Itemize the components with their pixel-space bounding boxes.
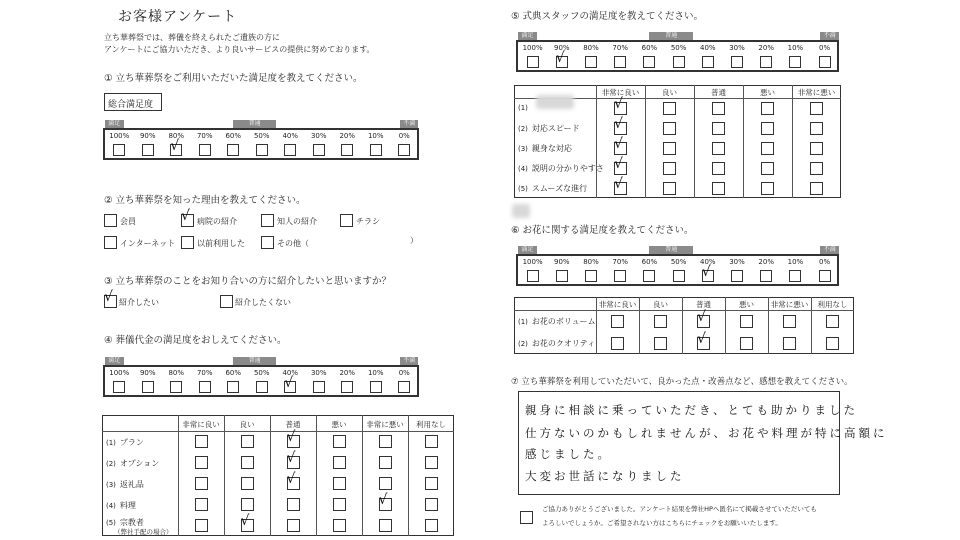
percent-checkbox[interactable] [370,144,382,156]
row-label-text: 返礼品 [119,479,144,489]
rating-checkbox[interactable] [286,429,300,448]
grid-header: 非常に良い [182,419,220,429]
row-label-text: お花のクオリティ [531,339,596,348]
grid-col-line [270,415,271,536]
rating-checkbox[interactable] [761,162,774,175]
percent-checkbox[interactable] [555,50,568,68]
rating-checkbox[interactable] [425,519,438,532]
row-label-text: 親身な対応 [531,144,572,153]
grid-header: 非常に良い [598,300,637,309]
row-number: (1) [518,104,528,112]
percent-label: 40% [282,132,299,140]
row-label-text: オプション [119,458,160,468]
check-mark: √ [614,115,623,132]
percent-label: 60% [225,369,242,377]
rating-checkbox[interactable] [286,450,300,469]
comment-line-4: 大変お世話になりました [525,469,685,483]
check-mark: √ [104,289,113,305]
q7-comment-box[interactable] [518,391,888,495]
scale-normal-label: 普通 [649,246,693,254]
rating-checkbox[interactable] [195,456,208,469]
rating-checkbox[interactable] [614,155,627,175]
row-number: (1) [518,318,528,326]
rating-checkbox[interactable] [654,337,667,350]
check-mark: √ [614,95,623,112]
grid-header: 非常に悪い [366,419,404,429]
percent-checkbox[interactable] [760,270,772,282]
percent-checkbox[interactable] [113,144,125,156]
percent-label: 0% [398,132,410,140]
percent-checkbox[interactable] [673,56,685,68]
q2-option-checkbox[interactable] [181,236,194,249]
row-number: (2) [518,340,528,348]
rating-checkbox[interactable] [783,315,796,328]
percent-checkbox[interactable] [398,381,410,393]
grid-row-label [518,143,572,154]
consent-checkbox[interactable] [520,511,533,524]
page-title: お客様アンケート [118,9,238,25]
grid-row-label [106,458,159,469]
percent-checkbox[interactable] [527,270,539,282]
rating-checkbox[interactable] [712,102,725,115]
rating-checkbox[interactable] [712,122,725,135]
rating-checkbox[interactable] [333,477,346,490]
percent-checkbox[interactable] [284,144,296,156]
rating-checkbox[interactable] [333,435,346,448]
q1-label-box [104,93,162,111]
rating-checkbox[interactable] [614,95,627,115]
check-mark: √ [697,330,706,347]
percent-checkbox[interactable] [256,144,268,156]
rating-checkbox[interactable] [712,182,725,195]
percent-checkbox[interactable] [789,270,801,282]
percent-checkbox[interactable] [142,144,154,156]
percent-label: 0% [819,44,831,52]
grid-header: 非常に悪い [770,300,809,309]
row-number: (1) [106,438,116,447]
rating-checkbox[interactable] [611,315,624,328]
grid-col-line [792,85,793,198]
rating-checkbox[interactable] [663,182,676,195]
scale-satisfied-label: 満足 [105,357,124,365]
percent-checkbox[interactable] [341,144,353,156]
rating-checkbox[interactable] [761,102,774,115]
rating-checkbox[interactable] [712,142,725,155]
percent-checkbox[interactable] [614,56,626,68]
q1-question: ① 立ち華葬祭をご利用いただいた満足度を教えてください。 [104,73,363,84]
intro-line-2: アンケートにご協力いただき、より良いサービスの提供に努めております。 [104,45,375,54]
rating-checkbox[interactable] [663,142,676,155]
q2-option-label: その他（ [277,239,309,248]
percent-label: 50% [253,132,270,140]
q2-option-label: 以前利用した [197,239,245,248]
percent-checkbox[interactable] [370,381,382,393]
grid-row-label [518,163,604,174]
percent-label: 60% [641,258,658,266]
grid-col-line [408,415,409,536]
q2-other-close: ） [410,236,418,245]
q2-option-label: チラシ [356,217,380,226]
grid-header: 普通 [285,419,301,429]
q3-option-label: 紹介したい [119,298,159,307]
percent-label: 40% [700,44,716,52]
q2-option-checkbox[interactable] [104,214,117,227]
q2-option-checkbox[interactable] [104,236,117,249]
scale-normal-label: 普通 [233,357,276,365]
rating-checkbox[interactable] [241,477,254,490]
percent-checkbox[interactable] [256,381,268,393]
rating-checkbox[interactable] [614,135,627,155]
q2-option-checkbox[interactable] [261,214,274,227]
percent-label: 20% [339,369,356,377]
comment-line-2: 仕方ないのかもしれませんが、お花や料理が特に高額に [525,426,888,440]
percent-label: 30% [729,258,745,266]
percent-checkbox[interactable] [643,270,655,282]
rating-checkbox[interactable] [195,498,208,511]
check-mark: √ [240,513,250,529]
grid-col-line [694,85,695,198]
percent-label: 20% [758,258,774,266]
percent-label: 40% [700,258,716,266]
percent-label: 20% [758,44,774,52]
q2-option-label: 知人の紹介 [277,217,317,226]
percent-checkbox[interactable] [585,270,597,282]
check-mark: √ [286,450,296,466]
rating-checkbox[interactable] [826,315,839,328]
grid-row-label [518,123,580,134]
rating-checkbox[interactable] [712,162,725,175]
rating-checkbox[interactable] [241,498,254,511]
rating-checkbox[interactable] [654,315,667,328]
percent-checkbox[interactable] [701,264,714,282]
percent-label: 50% [253,369,270,377]
check-mark: √ [614,135,623,152]
percent-label: 60% [641,44,658,52]
grid-header: 普通 [711,88,726,97]
row-label-text: お花のボリューム [531,317,596,326]
row-label-text: プラン [119,437,144,447]
percent-label: 30% [310,369,327,377]
rating-checkbox[interactable] [810,182,823,195]
percent-label: 70% [612,258,628,266]
percent-checkbox[interactable] [199,381,211,393]
consent-line-1: ご協力ありがとうございました。アンケート結果を弊社HPへ匿名にて掲載させていただいても [542,505,817,513]
percent-label: 50% [670,44,687,52]
grid-col-line [743,85,744,198]
rating-checkbox[interactable] [697,308,710,328]
comment-line-3: 感じました。 [525,447,612,461]
rating-checkbox[interactable] [240,513,254,532]
rating-checkbox[interactable] [425,498,438,511]
percent-checkbox[interactable] [341,381,353,393]
grid-row-label [518,316,596,327]
rating-checkbox[interactable] [826,337,839,350]
grid-header: 悪い [739,300,754,309]
scale-normal-label: 普通 [649,32,693,40]
row-label-text: 宗教者 [119,517,144,527]
grid-frame [102,415,454,536]
percent-checkbox[interactable] [614,270,626,282]
rating-checkbox[interactable] [425,456,438,469]
rating-checkbox[interactable] [378,492,392,511]
percent-label: 0% [398,369,410,377]
q2-question: ② 立ち華葬祭を知った理由を教えてください。 [104,195,306,206]
rating-checkbox[interactable] [379,477,392,490]
row-number: (5) [106,518,116,527]
percent-checkbox[interactable] [170,381,182,393]
comment-line-1: 親身に相談に乗っていただき、とても助かりました [525,403,859,417]
percent-label: 30% [310,132,327,140]
grid-col-line [362,415,363,536]
rating-checkbox[interactable] [333,498,346,511]
q3-option-checkbox[interactable] [104,289,117,308]
percent-label: 70% [196,132,213,140]
rating-checkbox[interactable] [810,162,823,175]
row-number: (3) [106,480,116,489]
check-mark: √ [378,492,388,508]
q2-option-label: インターネット [120,239,176,248]
rating-checkbox[interactable] [614,115,627,135]
check-mark: √ [555,50,565,66]
grid-col-line [178,415,179,536]
rating-checkbox[interactable] [663,162,676,175]
check-mark: √ [701,264,711,280]
rating-checkbox[interactable] [761,142,774,155]
percent-checkbox[interactable] [760,56,772,68]
scale-dissatisfied-label: 不満 [400,120,419,128]
rating-checkbox[interactable] [663,102,676,115]
check-mark: √ [284,375,294,391]
redacted-mark [512,204,530,218]
rating-checkbox[interactable] [287,519,300,532]
percent-checkbox[interactable] [643,56,655,68]
percent-checkbox[interactable] [142,381,154,393]
consent-line-2: よろしいでしょうか。ご希望されない方はこちらにチェックをお願いいたします。 [542,519,782,527]
q3-question: ③ 立ち華葬祭のことをお知り合いの方に紹介したいと思いますか？ [104,276,392,287]
percent-label: 80% [168,132,185,140]
grid-col-line [596,85,597,198]
grid-divider [514,310,854,311]
grid-header: 良い [239,419,255,429]
percent-label: 20% [339,132,356,140]
rating-checkbox[interactable] [286,471,300,490]
rating-checkbox[interactable] [810,142,823,155]
rating-checkbox[interactable] [425,477,438,490]
rating-checkbox[interactable] [810,102,823,115]
percent-checkbox[interactable] [585,56,597,68]
percent-label: 60% [225,132,242,140]
rating-checkbox[interactable] [195,435,208,448]
row-label-text: 料理 [119,500,136,510]
rating-checkbox[interactable] [611,337,624,350]
grid-header: 利用なし [817,300,848,309]
row-sublabel: （弊社手配の場合） [114,527,173,536]
q5-question: ⑤ 式典スタッフの満足度を教えてください。 [511,11,704,22]
percent-label: 80% [583,44,599,52]
percent-label: 80% [583,258,599,266]
q6-question: ⑥ お花に関する満足度を教えてください。 [511,225,694,236]
grid-divider [102,431,454,432]
percent-checkbox[interactable] [113,381,125,393]
percent-checkbox[interactable] [673,270,685,282]
percent-label: 10% [787,258,804,266]
percent-label: 90% [554,44,570,52]
q1-label: 総合満足度 [108,100,154,110]
percent-checkbox[interactable] [556,270,568,282]
percent-checkbox[interactable] [398,144,410,156]
rating-checkbox[interactable] [379,456,392,469]
percent-checkbox[interactable] [731,270,743,282]
percent-checkbox[interactable] [819,270,831,282]
grid-row-label [106,479,144,490]
rating-checkbox[interactable] [761,182,774,195]
q2-option-checkbox[interactable] [181,208,194,227]
check-mark: √ [170,138,180,154]
rating-checkbox[interactable] [425,435,438,448]
rating-checkbox[interactable] [740,337,753,350]
percent-checkbox[interactable] [170,138,182,156]
grid-col-line [645,85,646,198]
percent-label: 50% [670,258,687,266]
grid-row-label [106,500,136,511]
percent-label: 90% [554,258,570,266]
percent-label: 100% [109,369,130,377]
grid-row-label [518,103,532,112]
redacted-label [536,95,574,109]
percent-label: 100% [109,132,130,140]
intro-line-1: 立ち華葬祭では、葬儀を終えられたご遺族の方に [104,33,280,42]
percent-checkbox[interactable] [227,381,239,393]
rating-checkbox[interactable] [195,519,208,532]
rating-checkbox[interactable] [287,498,300,511]
percent-checkbox[interactable] [227,144,239,156]
percent-label: 100% [522,258,543,266]
percent-label: 10% [787,44,804,52]
q2-option-label: 会員 [120,217,136,226]
percent-label: 10% [367,369,384,377]
row-number: (5) [518,185,528,193]
rating-checkbox[interactable] [241,435,254,448]
scale-normal-label: 普通 [233,120,276,128]
percent-checkbox[interactable] [789,56,801,68]
row-label-text: 対応スピード [531,124,580,133]
q3-option-label: 紹介したくない [235,298,291,307]
grid-header: 良い [653,300,668,309]
q4-question: ④ 葬儀代金の満足度をおしえてください。 [104,335,287,346]
q2-option-checkbox[interactable] [261,236,274,249]
grid-row-label [518,338,595,349]
check-mark: √ [614,175,623,192]
scale-dissatisfied-label: 不満 [820,32,839,40]
percent-checkbox[interactable] [702,56,714,68]
check-mark: √ [286,429,296,445]
q7-question: ⑦ 立ち華葬祭を利用していただいて、良かった点・改善点など、感想を教えてください。 [511,377,853,387]
check-mark: √ [614,155,623,172]
percent-label: 0% [819,258,831,266]
rating-checkbox[interactable] [697,330,710,350]
percent-label: 40% [282,369,299,377]
grid-header: 非常に悪い [797,88,836,97]
percent-label: 100% [522,44,543,52]
q2-option-checkbox[interactable] [340,214,353,227]
percent-checkbox[interactable] [313,381,325,393]
rating-checkbox[interactable] [241,456,254,469]
rating-checkbox[interactable] [379,519,392,532]
row-label-text: スムーズな進行 [531,184,588,193]
check-mark: √ [286,471,296,487]
grid-header: 悪い [760,88,775,97]
percent-checkbox[interactable] [819,56,831,68]
percent-checkbox[interactable] [731,56,743,68]
rating-checkbox[interactable] [761,122,774,135]
rating-checkbox[interactable] [614,175,627,195]
grid-col-line [224,415,225,536]
scale-satisfied-label: 満足 [105,120,124,128]
rating-checkbox[interactable] [379,435,392,448]
scale-satisfied-label: 満足 [518,246,537,254]
percent-checkbox[interactable] [313,144,325,156]
row-number: (4) [518,165,528,173]
row-number: (2) [106,459,116,468]
row-number: (2) [518,125,528,133]
percent-checkbox[interactable] [284,375,296,393]
rating-checkbox[interactable] [783,337,796,350]
grid-col-line [316,415,317,536]
q3-option-checkbox[interactable] [220,295,233,308]
rating-checkbox[interactable] [333,456,346,469]
grid-header: 良い [662,88,677,97]
scale-dissatisfied-label: 不満 [400,357,419,365]
percent-label: 90% [139,132,156,140]
rating-checkbox[interactable] [195,477,208,490]
rating-checkbox[interactable] [663,122,676,135]
rating-checkbox[interactable] [740,315,753,328]
grid-row-label [106,437,144,448]
scale-dissatisfied-label: 不満 [820,246,839,254]
percent-label: 70% [612,44,628,52]
percent-label: 30% [729,44,745,52]
percent-checkbox[interactable] [199,144,211,156]
percent-label: 70% [196,369,213,377]
grid-header: 悪い [331,419,347,429]
percent-label: 90% [139,369,156,377]
row-number: (4) [106,501,116,510]
grid-header: 普通 [696,300,711,309]
percent-label: 80% [168,369,185,377]
percent-label: 10% [367,132,384,140]
grid-header: 非常に良い [601,88,640,97]
grid-header: 利用なし [416,419,446,429]
percent-checkbox[interactable] [527,56,539,68]
rating-checkbox[interactable] [810,122,823,135]
grid-row-label [518,183,587,194]
rating-checkbox[interactable] [333,519,346,532]
row-label-text: 説明の分かりやすさ [531,164,604,173]
check-mark: √ [697,308,706,325]
row-number: (3) [518,145,528,153]
check-mark: √ [181,208,190,224]
scale-satisfied-label: 満足 [518,32,537,40]
q2-option-label: 病院の紹介 [197,217,237,226]
